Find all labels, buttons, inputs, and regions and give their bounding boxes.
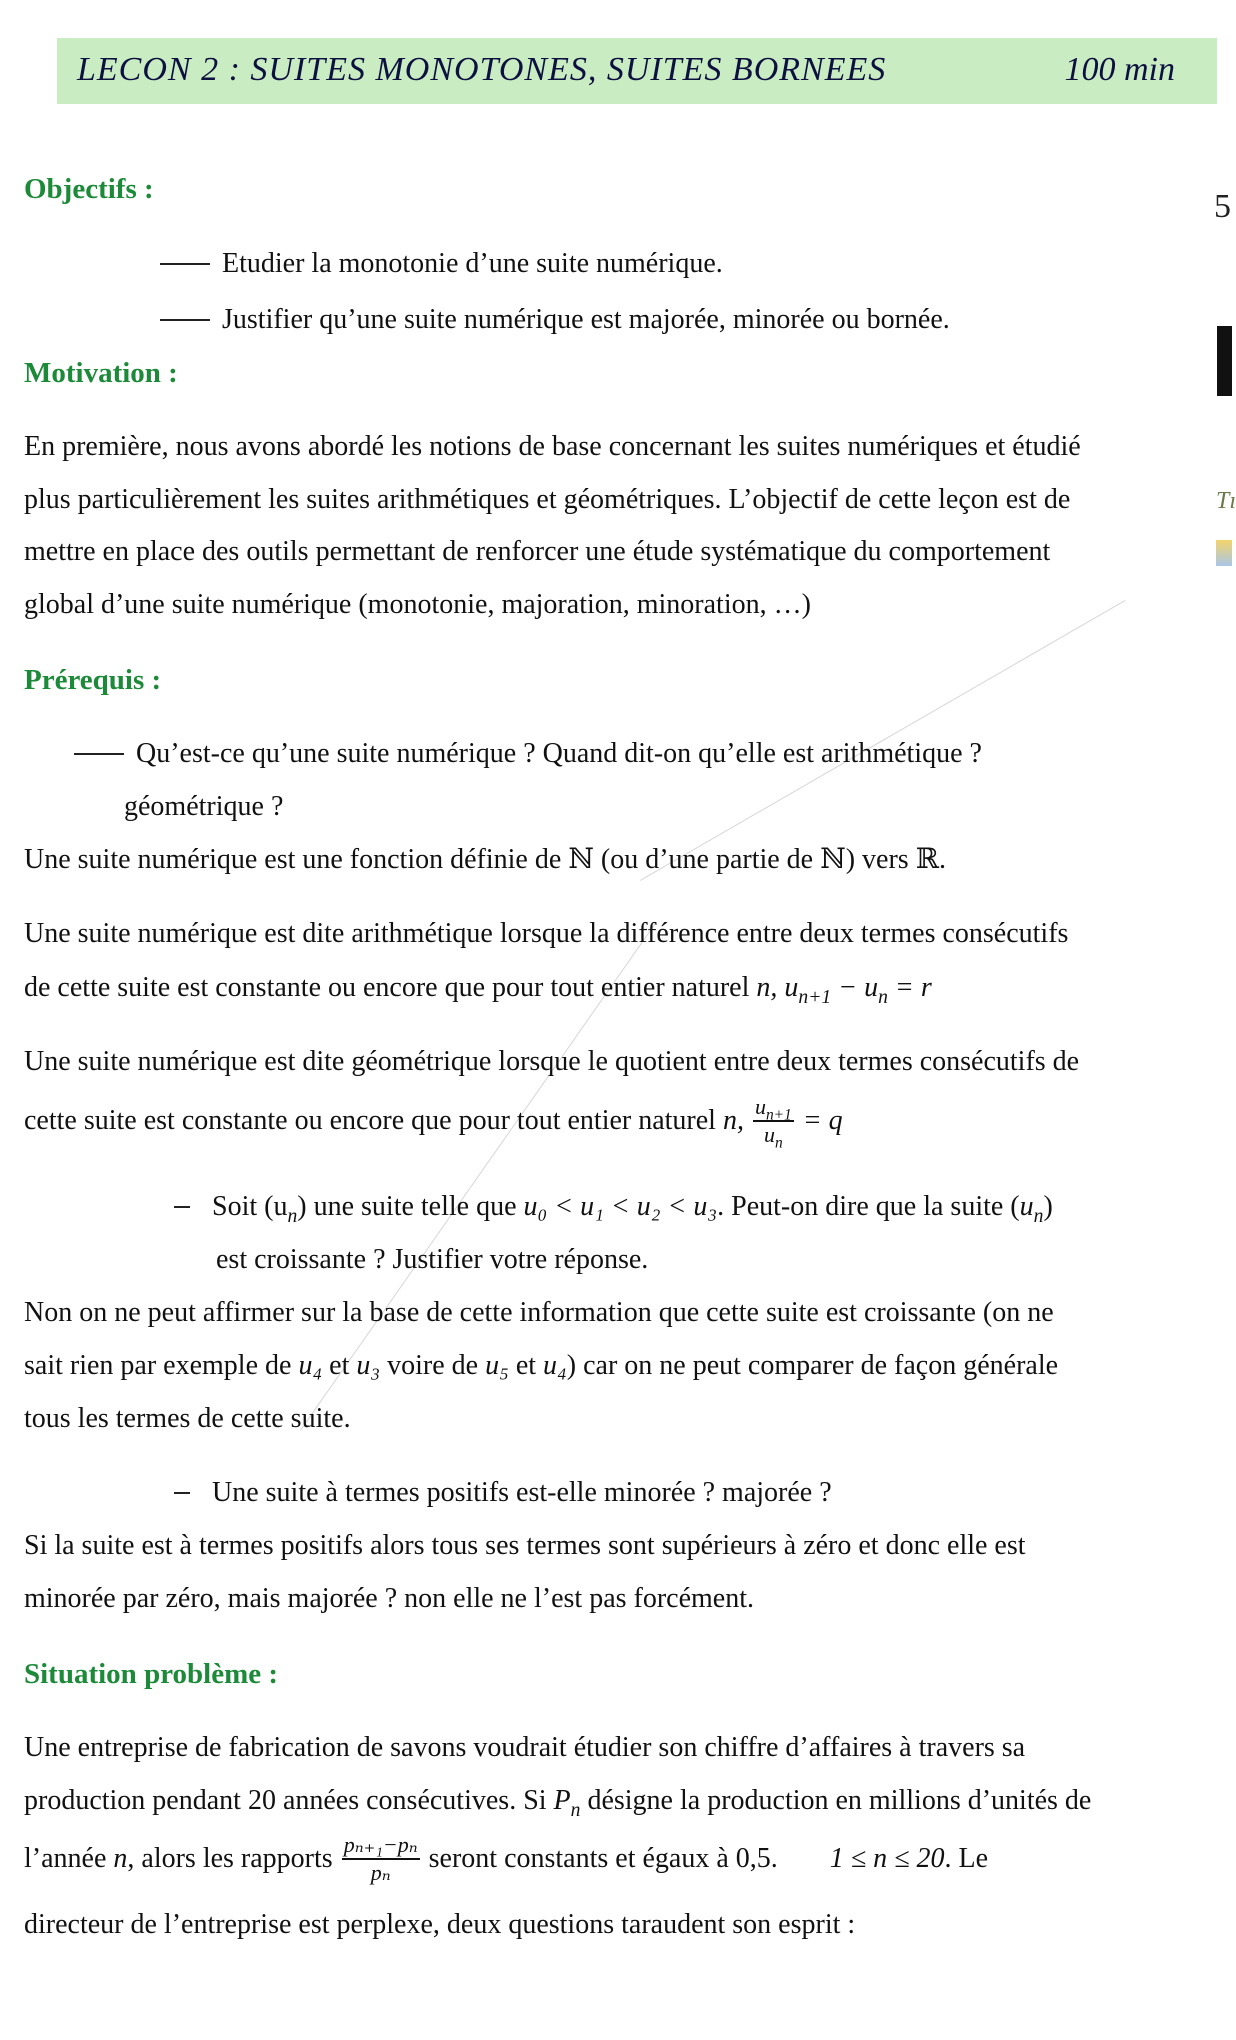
geo-text: cette suite est constante ou encore que pour tout entier naturel (24, 1105, 716, 1136)
situation-heading: Situation problème : (24, 1658, 279, 1690)
arith-def-line2 (24, 972, 932, 1008)
edge-fragment-top: 5 (1214, 188, 1231, 225)
geo-equals-q: = q (802, 1105, 843, 1136)
hyphen-marker (174, 1206, 190, 1208)
motivation-line: plus particulièrement les suites arithmétiques et géométriques. L’objectif de cette leçon est de (24, 484, 1071, 515)
arith-def-line1: Une suite numérique est dite arithmétique lorsque la différence entre deux termes consécutifs (24, 918, 1069, 949)
objective-item (160, 305, 950, 335)
motivation-line: global d’une suite numérique (monotonie, majoration, minoration, …) (24, 589, 811, 620)
answer-line: Non on ne peut affirmer sur la base de cette information que cette suite est croissante (on ne (24, 1297, 1054, 1328)
arith-formula: n, $u_{n+1} - u_n = r$ (756, 972, 932, 1008)
lesson-duration: 100 min (1064, 51, 1175, 88)
prerequis-heading: Prérequis : (24, 664, 162, 696)
question-croissante: Soit $(u_n)$ une suite telle que u₀ < u₁ < u₂ < u₃. Peut-on dire que la suite $(u_n)$ (174, 1192, 1053, 1222)
arith-text: de cette suite est constante ou encore que pour tout entier naturel (24, 972, 750, 1003)
situation-line: directeur de l’entreprise est perplexe, deux questions taraudent son esprit : (24, 1909, 856, 1940)
range-inequality: 1 ≤ n ≤ 20 (829, 1843, 945, 1874)
objective-text: Etudier la monotonie d’une suite numérique. (222, 248, 723, 279)
definition-suite: Une suite numérique est une fonction définie de ℕ (ou d’une partie de ℕ) vers ℝ. (24, 844, 946, 875)
hyphen-marker (174, 1492, 190, 1494)
geo-def-line2 (24, 1094, 843, 1152)
dash-marker (74, 753, 124, 755)
motivation-heading: Motivation : (24, 357, 178, 389)
prerequis-question-cont: géométrique ? (124, 791, 284, 822)
geo-def-line1: Une suite numérique est dite géométrique lorsque le quotient entre deux termes consécutifs de (24, 1046, 1080, 1077)
question-croissante-cont: est croissante ? Justifier votre réponse. (216, 1244, 649, 1275)
answer-line: Si la suite est à termes positifs alors tous ses termes sont supérieurs à zéro et donc elle est (24, 1530, 1026, 1561)
dash-marker (160, 263, 210, 265)
edge-black-marker (1217, 326, 1232, 396)
edge-fragment-mid: Tı (1216, 488, 1236, 514)
answer-line: sait rien par exemple de u₄ et u₃ voire de u₅ et u₄) car on ne peut comparer de façon générale (24, 1350, 1059, 1381)
motivation-line: En première, nous avons abordé les notions de base concernant les suites numériques et étudié (24, 431, 1081, 462)
ratio-fraction: $\frac{\text{pₙ₊₁−pₙ}}{\text{pₙ}}$ (343, 1832, 418, 1885)
question-positifs: Une suite à termes positifs est-elle minorée ? majorée ? (174, 1478, 832, 1508)
edge-color-marker (1216, 540, 1232, 566)
lesson-title: LECON 2 : SUITES MONOTONES, SUITES BORNEES (77, 51, 887, 88)
motivation-line: mettre en place des outils permettant de renforcer une étude systématique du comportement (24, 536, 1051, 567)
objectifs-heading: Objectifs : (24, 173, 154, 205)
answer-line: tous les termes de cette suite. (24, 1403, 351, 1434)
prerequis-question (74, 739, 982, 769)
objective-text: Justifier qu’une suite numérique est majorée, minorée ou bornée. (222, 304, 950, 335)
geo-ratio-fraction: $\frac{u_{n+1}}{u_n}$ (754, 1094, 792, 1152)
lesson-title-bar (57, 38, 1217, 104)
question-text: Qu’est-ce qu’une suite numérique ? Quand dit-on qu’elle est arithmétique ? (136, 738, 982, 769)
answer-line: minorée par zéro, mais majorée ? non elle ne l’est pas forcément. (24, 1583, 755, 1614)
objective-item (160, 249, 723, 279)
situation-line: Une entreprise de fabrication de savons voudrait étudier son chiffre d’affaires à travers sa (24, 1732, 1026, 1763)
situation-line: l’année n , alors les rapports $\frac{\text{pₙ₊₁−pₙ}}{\text{pₙ}}$ seront constants et égaux à 0,5. 1 ≤ n ≤ 20 . Le (24, 1832, 989, 1885)
situation-line: production pendant 20 années consécutives. Si $P_n$ désigne la production en millions d’unités de (24, 1785, 1092, 1821)
geo-var-n: n, (722, 1105, 744, 1136)
dash-marker (160, 319, 210, 321)
